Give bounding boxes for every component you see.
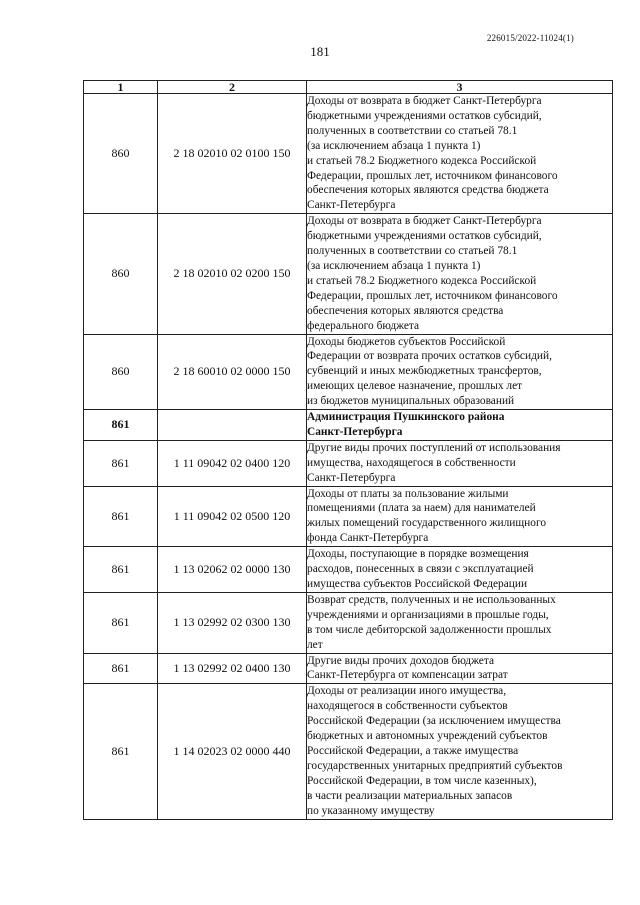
description-line: Санкт-Петербурга от компенсации затрат (307, 669, 508, 682)
table-header-row (84, 81, 613, 94)
description-line: по указанному имуществу (307, 804, 435, 817)
table-row (84, 440, 613, 486)
budget-code-cell: 1 13 02062 02 0000 130 (158, 547, 307, 593)
description-line: бюджетных и автономных учреждений субъектов (307, 730, 548, 743)
description-line: из бюджетов муниципальных образований (307, 395, 515, 408)
description-line: Федерации, прошлых лет, источником финансового (307, 289, 558, 302)
table-body (84, 94, 613, 820)
description-line: Другие виды прочих доходов бюджета (307, 654, 495, 667)
description-cell (307, 592, 613, 653)
description-line: Возврат средств, полученных и не использованных (307, 593, 556, 606)
admin-code-cell: 861 (84, 684, 158, 819)
description-line: (за исключением абзаца 1 пункта 1) (307, 139, 481, 152)
description-cell (307, 94, 613, 214)
description-line: лет (307, 638, 323, 651)
page-number: 181 (310, 44, 330, 59)
admin-code-cell: 860 (84, 334, 158, 410)
budget-code-cell (158, 410, 307, 441)
description-line: Федерации от возврата прочих остатков субсидий, (307, 350, 552, 363)
admin-code-cell: 860 (84, 214, 158, 334)
column-header-3: 3 (307, 81, 613, 94)
description-line: бюджетными учреждениями остатков субсидий, (307, 230, 542, 243)
table-row (84, 94, 613, 214)
description-line: Российской Федерации (за исключением имущества (307, 715, 561, 728)
budget-code-cell: 1 11 09042 02 0500 120 (158, 486, 307, 547)
description-line: имущества, находящегося в собственности (307, 456, 516, 469)
budget-code-cell: 1 13 02992 02 0400 130 (158, 653, 307, 684)
description-cell (307, 547, 613, 593)
description-line: полученных в соответствии со статьей 78.1 (307, 245, 518, 258)
description-line: Доходы бюджетов субъектов Российской (307, 335, 506, 348)
description-line: полученных в соответствии со статьей 78.1 (307, 124, 518, 137)
description-line: государственных унитарных предприятий субъектов (307, 759, 563, 772)
description-line: Доходы от реализации иного имущества, (307, 685, 507, 698)
description-line: бюджетными учреждениями остатков субсидий, (307, 109, 542, 122)
admin-code-cell: 861 (84, 547, 158, 593)
table-row (84, 547, 613, 593)
description-line: Доходы от возврата в бюджет Санкт-Петербурга (307, 95, 542, 107)
description-line: расходов, понесенных в связи с эксплуатацией (307, 563, 534, 576)
budget-code-cell: 1 11 09042 02 0400 120 (158, 440, 307, 486)
column-header-2: 2 (158, 81, 307, 94)
admin-code-cell: 861 (84, 410, 158, 441)
admin-code-cell: 861 (84, 592, 158, 653)
description-cell (307, 214, 613, 334)
description-line: субвенций и иных межбюджетных трансфертов, (307, 365, 542, 378)
admin-code-cell: 860 (84, 94, 158, 214)
description-cell (307, 684, 613, 819)
description-line: обеспечения которых являются средства (307, 304, 504, 317)
description-line: Федерации, прошлых лет, источником финансового (307, 169, 558, 182)
description-line: Доходы от возврата в бюджет Санкт-Петербурга (307, 215, 542, 228)
admin-code-cell: 861 (84, 440, 158, 486)
description-line: имеющих целевое назначение, прошлых лет (307, 380, 523, 393)
description-line: Российской Федерации, в том числе казенных), (307, 774, 537, 787)
description-line: и статьей 78.2 Бюджетного кодекса Российской (307, 274, 537, 287)
description-line: Доходы от платы за пользование жилыми (307, 487, 509, 500)
budget-code-cell: 1 13 02992 02 0300 130 (158, 592, 307, 653)
description-cell (307, 334, 613, 410)
table-row (84, 684, 613, 819)
table-row (84, 592, 613, 653)
description-cell (307, 653, 613, 684)
table-row (84, 653, 613, 684)
description-line: помещениями (плата за наем) для нанимателей (307, 502, 536, 515)
description-line: имущества субъектов Российской Федерации (307, 578, 528, 590)
description-line: находящегося в собственности субъектов (307, 700, 508, 713)
description-line: (за исключением абзаца 1 пункта 1) (307, 259, 481, 272)
table-row (84, 486, 613, 547)
description-line: Российской Федерации, а также имущества (307, 744, 519, 757)
column-header-1: 1 (84, 81, 158, 94)
budget-code-cell: 2 18 02010 02 0100 150 (158, 94, 307, 214)
description-line: Санкт-Петербурга (307, 425, 403, 438)
table-row (84, 214, 613, 334)
description-line: обеспечения которых являются средства бюджета (307, 184, 549, 197)
description-line: в части реализации материальных запасов (307, 789, 513, 802)
budget-code-cell: 2 18 02010 02 0200 150 (158, 214, 307, 334)
description-line: учреждениями и организациями в прошлые годы, (307, 608, 549, 621)
description-line: Санкт-Петербурга (307, 471, 396, 484)
section-header-row (84, 410, 613, 441)
description-line: Санкт-Петербурга (307, 199, 396, 212)
description-line: Другие виды прочих поступлений от использования (307, 441, 561, 454)
description-cell (307, 440, 613, 486)
document-id: 226015/2022-11024(1) (486, 33, 574, 43)
description-line: и статьей 78.2 Бюджетного кодекса Российской (307, 154, 537, 167)
budget-code-cell: 1 14 02023 02 0000 440 (158, 684, 307, 819)
table-row (84, 334, 613, 410)
description-line: Доходы, поступающие в порядке возмещения (307, 548, 529, 561)
admin-code-cell: 861 (84, 486, 158, 547)
budget-code-cell: 2 18 60010 02 0000 150 (158, 334, 307, 410)
description-line: фонда Санкт-Петербурга (307, 532, 429, 545)
description-line: федерального бюджета (307, 319, 420, 332)
description-line: жилых помещений государственного жилищного (307, 517, 547, 530)
description-line: Администрация Пушкинского района (307, 411, 505, 424)
description-cell (307, 410, 613, 441)
description-cell (307, 486, 613, 547)
admin-code-cell: 861 (84, 653, 158, 684)
description-line: в том числе дебиторской задолженности прошлых (307, 623, 552, 636)
budget-codes-table (83, 80, 613, 820)
